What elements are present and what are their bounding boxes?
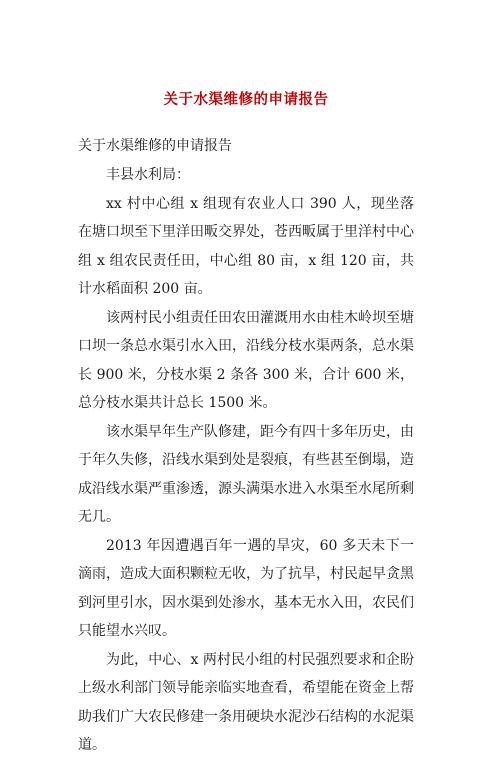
paragraph-population: xx 村中心组 x 组现有农业人口 390 人，现坐落在塘口坝至下里洋田畈交界处，苍西畈属于里洋村中心组 x 组农民责任田，中心组 80 亩，x 组 120 亩，共计水稻面积 200 亩。 bbox=[78, 195, 414, 297]
paragraph-irrigation: 该两村民小组责任田农田灌溉用水由桂木岭坝至塘口坝一条总水渠引水入田，沿线分枝水渠两条，总水渠长 900 米，分枝水渠 2 条各 300 米，合计 600 米，总分枝水渠共计总长 1500 米。 bbox=[78, 309, 414, 411]
paragraph-drought: 2013 年因遭遇百年一遇的旱灾，60 多天未下一滴雨，造成大面积颗粒无收，为了抗旱，村民起早贪黑到河里引水，因水渠到处渗水，基本无水入田，农民们只能望水兴叹。 bbox=[78, 537, 414, 639]
paragraph-request: 为此，中心、x 两村民小组的村民强烈要求和企盼上级水利部门领导能亲临实地查看，希望能在资金上帮助我们广大农民修建一条用硬块水泥沙石结构的水泥渠道。 bbox=[78, 651, 414, 753]
document-title: 关于水渠维修的申请报告 bbox=[163, 91, 329, 108]
salutation: 丰县水利局： bbox=[106, 167, 190, 183]
paragraph-history: 该水渠早年生产队修建，距今有四十多年历史，由于年久失修，沿线水渠到处是裂痕，有些甚至倒塌，造成沿线水渠严重渗透，源头满渠水进入水渠至水尾所剩无几。 bbox=[78, 423, 414, 525]
document-subtitle: 关于水渠维修的申请报告 bbox=[78, 138, 232, 154]
